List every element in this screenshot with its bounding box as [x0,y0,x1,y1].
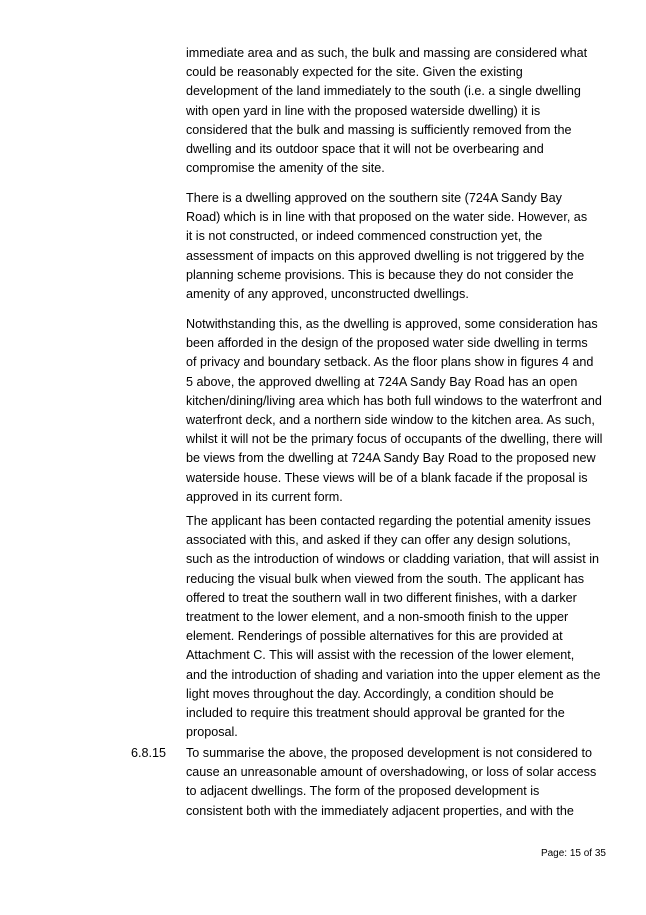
text-line: kitchen/dining/living area which has both full windows to the waterfront and [186,393,602,408]
text-line: consistent both with the immediately adjacent properties, and with the [186,803,574,818]
text-line: whilst it will not be the primary focus of occupants of the dwelling, there will [186,432,603,447]
text-line: waterside house. These views will be of a blank facade if the proposal is [186,470,588,485]
section-number: 6.8.15 [131,746,167,760]
text-line: treatment to the lower element, and a non-smooth finish to the upper [186,610,569,625]
text-line: immediate area and as such, the bulk and massing are considered what [186,46,588,60]
text-line: assessment of impacts on this approved dwelling is not triggered by the [186,248,585,263]
text-line: to adjacent dwellings. The form of the proposed development is [186,784,540,799]
text-line: element. Renderings of possible alternatives for this are provided at [186,629,563,644]
text-line: cause an unreasonable amount of overshadowing, or loss of solar access [186,765,597,780]
text-line: amenity of any approved, unconstructed dwellings. [186,287,469,302]
text-line: compromise the amenity of the site. [186,161,385,176]
text-line: Attachment C. This will assist with the recession of the lower element, [186,648,575,663]
text-line: with open yard in line with the proposed waterside dwelling) it is [186,103,541,118]
text-line: There is a dwelling approved on the southern site (724A Sandy Bay [186,191,562,205]
text-line: The applicant has been contacted regarding the potential amenity issues [186,514,591,528]
text-line: dwelling and its outdoor space that it will not be overbearing and [186,142,544,157]
text-line: waterfront deck, and a northern side window to the kitchen area. As such, [186,413,595,428]
paragraph-notwithstanding [186,315,614,507]
text-line: could be reasonably expected for the site. Given the existing [186,65,523,80]
text-line: proposal. [186,725,238,740]
text-line: offered to treat the southern wall in two different finishes, with a darker [186,590,577,605]
text-line: such as the introduction of windows or cladding variation, that will assist in [186,552,600,567]
text-line: be views from the dwelling at 724A Sandy Bay Road to the proposed new [186,451,596,466]
text-line: planning scheme provisions. This is because they do not consider the [186,267,574,282]
text-line: light moves throughout the day. Accordingly, a condition should be [186,686,554,701]
text-line: development of the land immediately to the south (i.e. a single dwelling [186,84,581,99]
paragraph-bulk-massing [186,44,614,178]
paragraph-summary [186,744,614,821]
text-line: 5 above, the approved dwelling at 724A Sandy Bay Road has an open [186,374,578,389]
paragraph-applicant-contacted [186,512,614,742]
text-line: reducing the visual bulk when viewed from the south. The applicant has [186,571,585,586]
text-line: associated with this, and asked if they can offer any design solutions, [186,533,571,548]
text-line: To summarise the above, the proposed development is not considered to [186,746,593,760]
text-line: considered that the bulk and massing is sufficiently removed from the [186,122,572,137]
text-line: been afforded in the design of the proposed water side dwelling in terms [186,336,588,351]
text-line: Road) which is in line with that proposed on the water side. However, as [186,210,588,225]
text-line: Notwithstanding this, as the dwelling is approved, some consideration has [186,317,598,331]
text-line: approved in its current form. [186,489,343,504]
page-number-footer: Page: 15 of 35 [540,848,606,859]
text-line: it is not constructed, or indeed commenced construction yet, the [186,229,543,244]
text-line: of privacy and boundary setback. As the floor plans show in figures 4 and [186,355,594,370]
paragraph-approved-dwelling [186,189,614,304]
text-line: included to require this treatment should approval be granted for the [186,706,565,721]
text-line: and the introduction of shading and variation into the upper element as the [186,667,601,682]
